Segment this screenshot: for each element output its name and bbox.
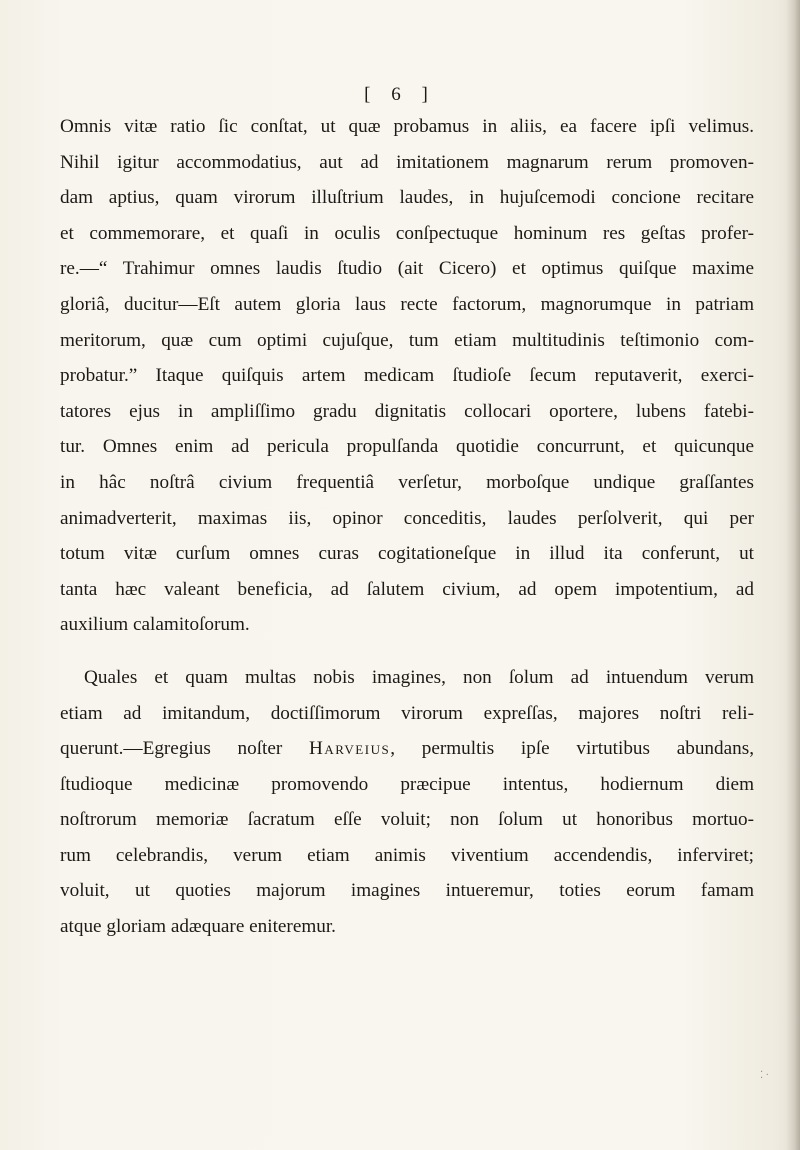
paragraph-1 [60, 109, 754, 643]
text-line: dam aptius, quam virorum illuſtrium laudes, in hujuſcemodi concione recitare [60, 187, 754, 209]
text-fragment: querunt.—Egregius noſter [60, 738, 283, 760]
page-number: [ 6 ] [364, 84, 436, 105]
text-line: probatur.” Itaque quiſquis artem medicam ſtudioſe ſecum reputaverit, exerci- [60, 365, 754, 387]
text-line: etiam ad imitandum, doctiſſimorum virorum expreſſas, majores noſtri reli- [60, 702, 754, 724]
text-line: voluit, ut quoties majorum imagines intueremur, toties eorum famam [60, 880, 754, 902]
body-text [60, 109, 754, 945]
text-line: re.—“ Trahimur omnes laudis ſtudio (ait Cicero) et optimus quiſque maxime [60, 258, 754, 280]
text-line: auxilium calamitoſorum. [60, 614, 250, 636]
text-fragment: , permultis ipſe virtutibus abundans, [390, 738, 754, 760]
text-line: in hâc noſtrâ civium frequentiâ verſetur, morboſque undique graſſantes [60, 471, 754, 493]
paragraph-2 [60, 660, 754, 945]
page-edge-shadow [786, 0, 800, 1150]
text-line-mixed [60, 731, 754, 767]
text-line: noſtrorum memoriæ ſacratum eſſe voluit; non ſolum ut honoribus mortuo- [60, 809, 754, 831]
text-line: Omnis vitæ ratio ſic conſtat, ut quæ probamus in aliis, ea facere ipſi velimus. [60, 116, 754, 137]
text-line: totum vitæ curſum omnes curas cogitationeſque in illud ita conferunt, ut [60, 543, 754, 565]
text-line: Quales et quam multas nobis imagines, non ſolum ad intuendum verum [84, 666, 754, 688]
text-line: meritorum, quæ cum optimi cujuſque, tum etiam multitudinis teſtimonio com- [60, 329, 754, 351]
text-line: tatores ejus in ampliſſimo gradu dignitatis collocari oportere, lubens fatebi- [60, 400, 754, 422]
text-line: tur. Omnes enim ad pericula propulſanda quotidie concurrunt, et quicunque [60, 436, 754, 458]
text-line: et commemorare, et quaſi in oculis conſpectuque hominum res geſtas profer- [60, 222, 754, 244]
text-line: ſtudioque medicinæ promovendo præcipue intentus, hodiernum diem [60, 773, 754, 795]
author-name: Harveius [309, 738, 391, 760]
text-line: tanta hæc valeant beneficia, ad ſalutem civium, ad opem impotentium, ad [60, 578, 754, 600]
text-line: Nihil igitur accommodatius, aut ad imitationem magnarum rerum promoven- [60, 151, 754, 173]
text-line: atque gloriam adæquare eniteremur. [60, 916, 336, 938]
text-line: animadverterit, maximas iis, opinor conceditis, laudes perſolverit, qui per [60, 507, 754, 529]
text-line: gloriâ, ducitur—Eſt autem gloria laus recte factorum, magnorumque in patriam [60, 293, 754, 315]
ink-specks: ⁚ · [760, 1070, 770, 1081]
paragraph-gap [60, 643, 754, 660]
text-line: rum celebrandis, verum etiam animis viventium accendendis, inferviret; [60, 844, 754, 866]
